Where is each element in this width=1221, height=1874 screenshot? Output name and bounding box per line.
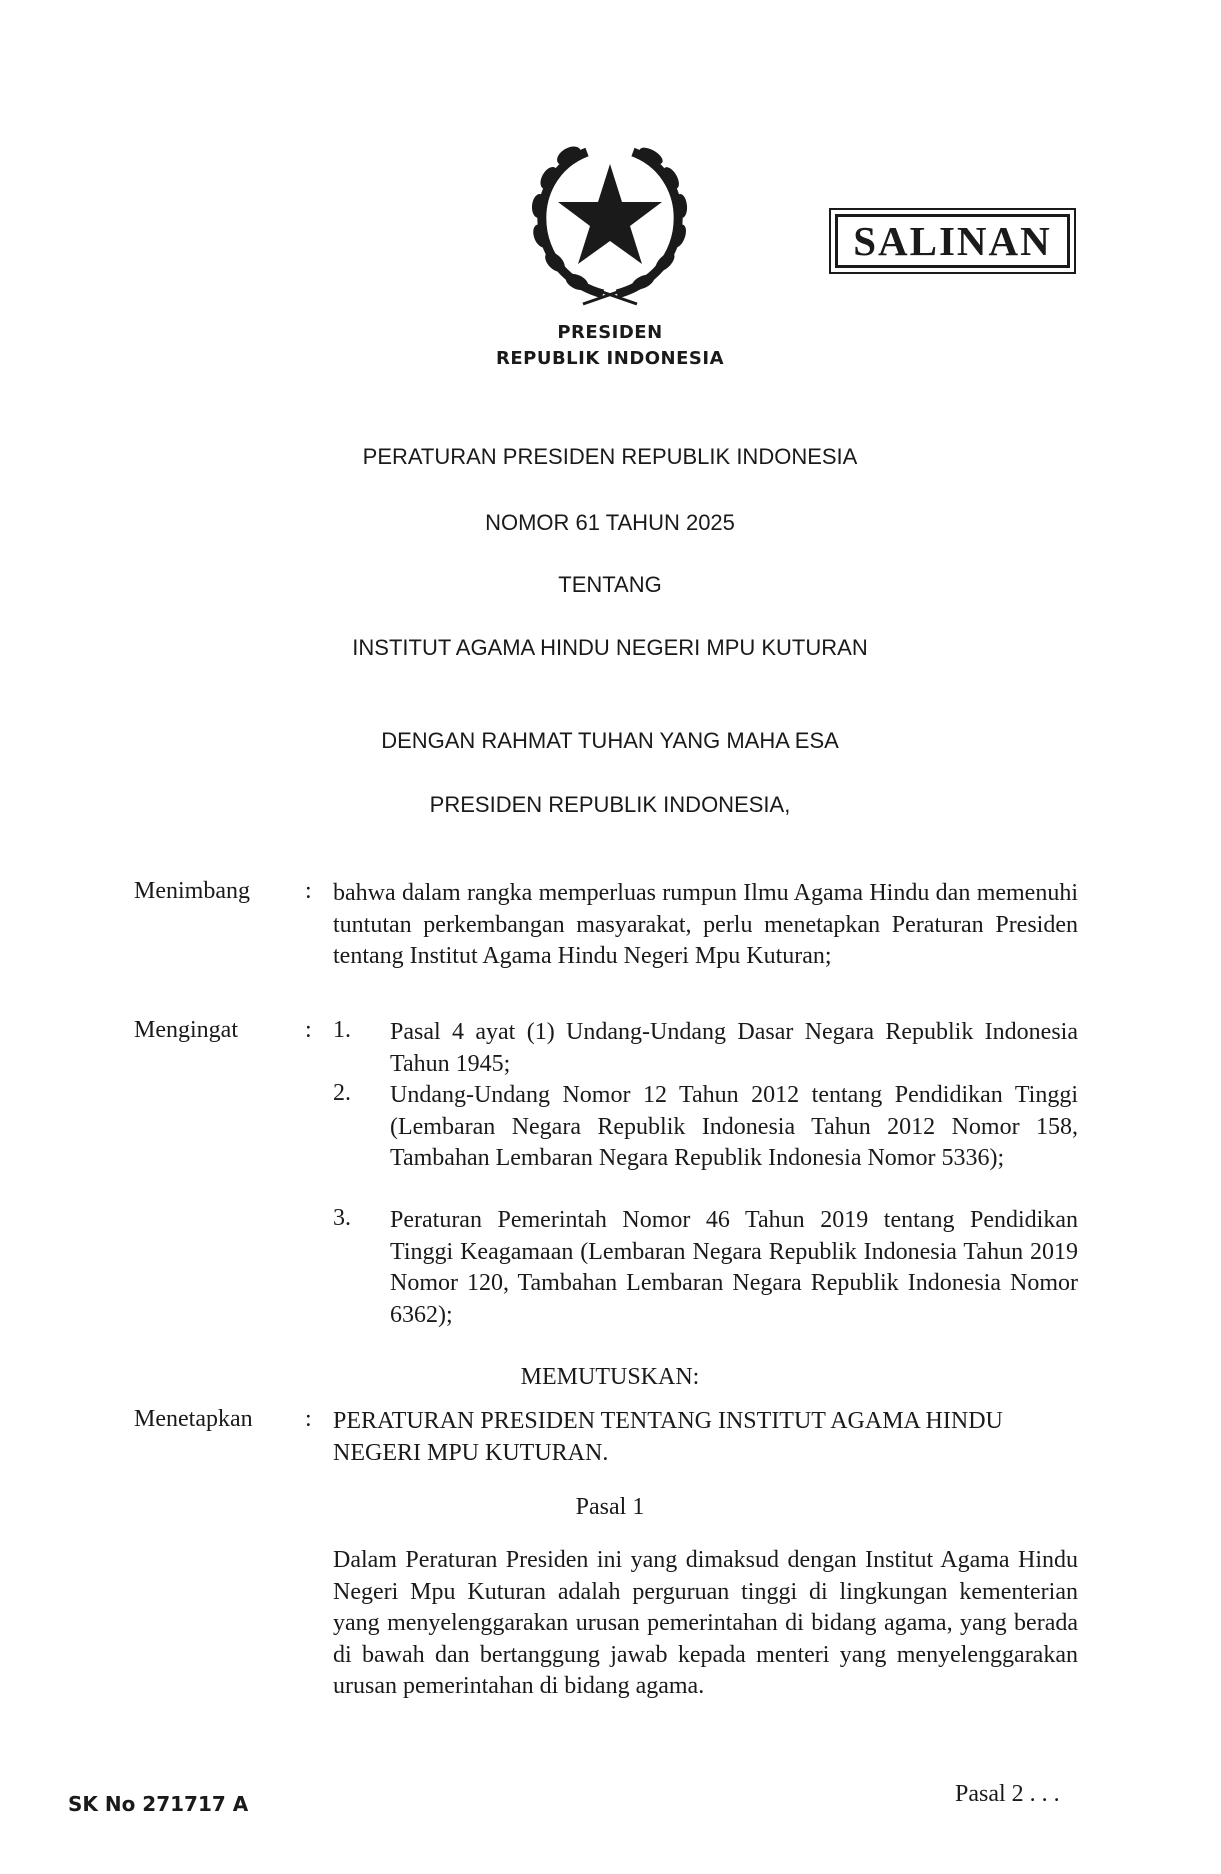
copy-stamp (829, 208, 1076, 274)
regulation-about: TENTANG (558, 572, 662, 597)
next-page-marker: Pasal 2 . . . (955, 1781, 1060, 1807)
menimbang-colon: : (305, 878, 312, 904)
pasal-1-title: Pasal 1 (575, 1494, 645, 1520)
memutuskan-heading: MEMUTUSKAN: (520, 1364, 700, 1390)
issuer: PRESIDEN REPUBLIK INDONESIA, (429, 792, 791, 817)
regulation-number: NOMOR 61 TAHUN 2025 (485, 510, 735, 535)
mengingat-item-text: Pasal 4 ayat (1) Undang-Undang Dasar Negara Republik Indonesia Tahun 1945; (390, 1019, 1078, 1077)
letterhead-republic: REPUBLIK INDONESIA (495, 348, 725, 369)
menimbang-label: Menimbang (134, 878, 250, 904)
menetapkan-colon: : (305, 1406, 312, 1432)
presidential-emblem (525, 134, 695, 306)
letterhead-president: PRESIDEN (557, 322, 663, 343)
mengingat-colon: : (305, 1017, 312, 1043)
star-wreath-icon (525, 134, 695, 306)
mengingat-item-number: 3. (333, 1205, 351, 1231)
menetapkan-text: PERATURAN PRESIDEN TENTANG INSTITUT AGAMA HINDU NEGERI MPU KUTURAN. (333, 1408, 1003, 1466)
mengingat-item-number: 1. (333, 1017, 351, 1043)
menetapkan-label: Menetapkan (134, 1406, 253, 1432)
invocation: DENGAN RAHMAT TUHAN YANG MAHA ESA (381, 728, 839, 753)
mengingat-item-number: 2. (333, 1080, 351, 1106)
mengingat-label: Mengingat (134, 1017, 238, 1043)
copy-stamp-label: SALINAN (835, 214, 1070, 268)
regulation-subject: INSTITUT AGAMA HINDU NEGERI MPU KUTURAN (352, 635, 868, 660)
menimbang-text: bahwa dalam rangka memperluas rumpun Ilmu Agama Hindu dan memenuhi tuntutan perkembangan masyarakat, perlu menetapkan Peraturan Presiden tentang Institut Agama Hindu Negeri Mpu Kuturan; (333, 880, 1078, 969)
pasal-1-text: Dalam Peraturan Presiden ini yang dimaksud dengan Institut Agama Hindu Negeri Mpu Kuturan adalah perguruan tinggi di lingkungan kementerian yang menyelenggarakan urusan pemerintahan di bidang agama, yang berada di bawah dan bertanggung jawab kepada menteri yang menyelenggarakan urusan pemerintahan di bidang agama. (333, 1547, 1078, 1699)
mengingat-item-text: Undang-Undang Nomor 12 Tahun 2012 tentang Pendidikan Tinggi (Lembaran Negara Republik Indonesia Tahun 2012 Nomor 158, Tambahan Lembaran Negara Republik Indonesia Nomor 5336); (390, 1082, 1078, 1171)
mengingat-item-text: Peraturan Pemerintah Nomor 46 Tahun 2019 tentang Pendidikan Tinggi Keagamaan (Lembaran Negara Republik Indonesia Tahun 2019 Nomor 120, Tambahan Lembaran Negara Republik Indonesia Nomor 6362); (390, 1207, 1078, 1328)
sk-number: SK No 271717 A (68, 1792, 249, 1816)
regulation-title: PERATURAN PRESIDEN REPUBLIK INDONESIA (362, 444, 858, 469)
